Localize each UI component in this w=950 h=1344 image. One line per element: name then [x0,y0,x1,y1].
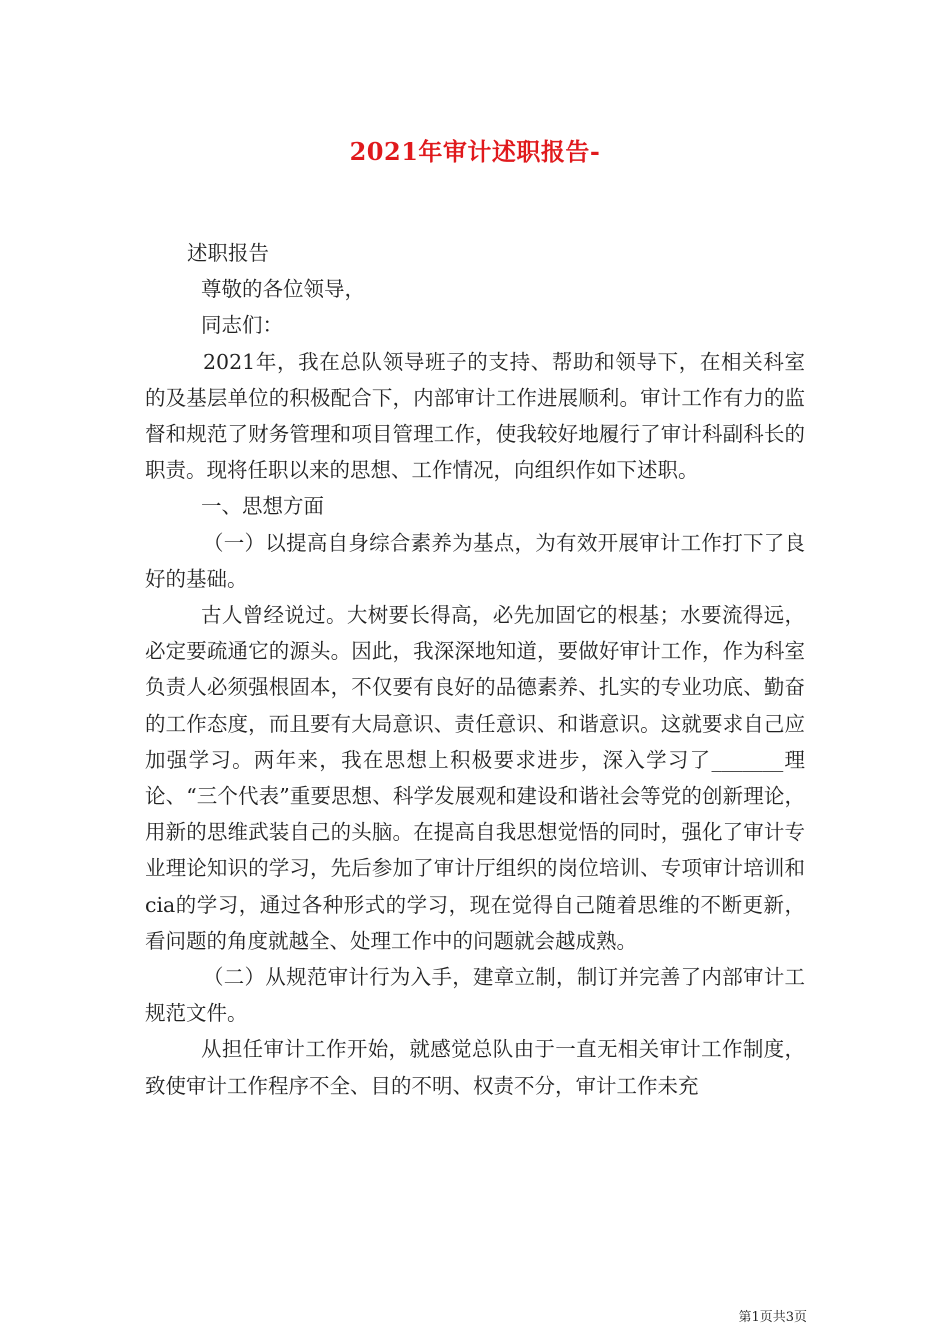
paragraph-intro: 2021年，我在总队领导班子的支持、帮助和领导下，在相关科室的及基层单位的积极配合下，内部审计工作进展顺利。审计工作有力的监督和规范了财务管理和项目管理工作，使我较好地履行了审计科副科长的职责。现将任职以来的思想、工作情况，向组织作如下述职。 [145,349,805,483]
paragraph-salutation: 尊敬的各位领导， [201,277,365,302]
paragraph-heading: 述职报告 [187,241,269,265]
section-heading-1: 一、思想方面 [201,494,324,519]
subsection-heading-2: （二）从规范审计行为入手，建章立制，制订并完善了内部审计工规范文件。 [145,965,805,1026]
subsection-heading-1: （一）以提高自身综合素养为基点，为有效开展审计工作打下了良好的基础。 [145,530,805,591]
document-title: 2021年审计述职报告- [349,137,601,166]
document-body [145,235,805,1104]
paragraph-salutation-2: 同志们： [201,313,283,338]
page-number: 第1页共3页 [738,1310,807,1325]
paragraph-body-2: 从担任审计工作开始，就感觉总队由于一直无相关审计工作制度，致使审计工作程序不全、目的不明、权责不分，审计工作未充 [145,1037,805,1098]
paragraph-body-1: 古人曾经说过。大树要长得高，必先加固它的根基；水要流得远，必定要疏通它的源头。因此，我深深地知道，要做好审计工作，作为科室负责人必须强根固本，不仅要有良好的品德素养、扎实的专业功底、勤奋的工作态度，而且要有大局意识、责任意识、和谐意识。这就要求自己应加强学习。两年来，我在思想上积极要求进步，深入学习了_______理论、“三个代表”重要思想、科学发展观和建设和谐社会等党的创新理论，用新的思维武装自己的头脑。在提高自我思想觉悟的同时，强化了审计专业理论知识的学习，先后参加了审计厅组织的岗位培训、专项审计培训和cia的学习，通过各种形式的学习，现在觉得自己随着思维的不断更新，看问题的角度就越全、处理工作中的问题就会越成熟。 [145,603,805,953]
